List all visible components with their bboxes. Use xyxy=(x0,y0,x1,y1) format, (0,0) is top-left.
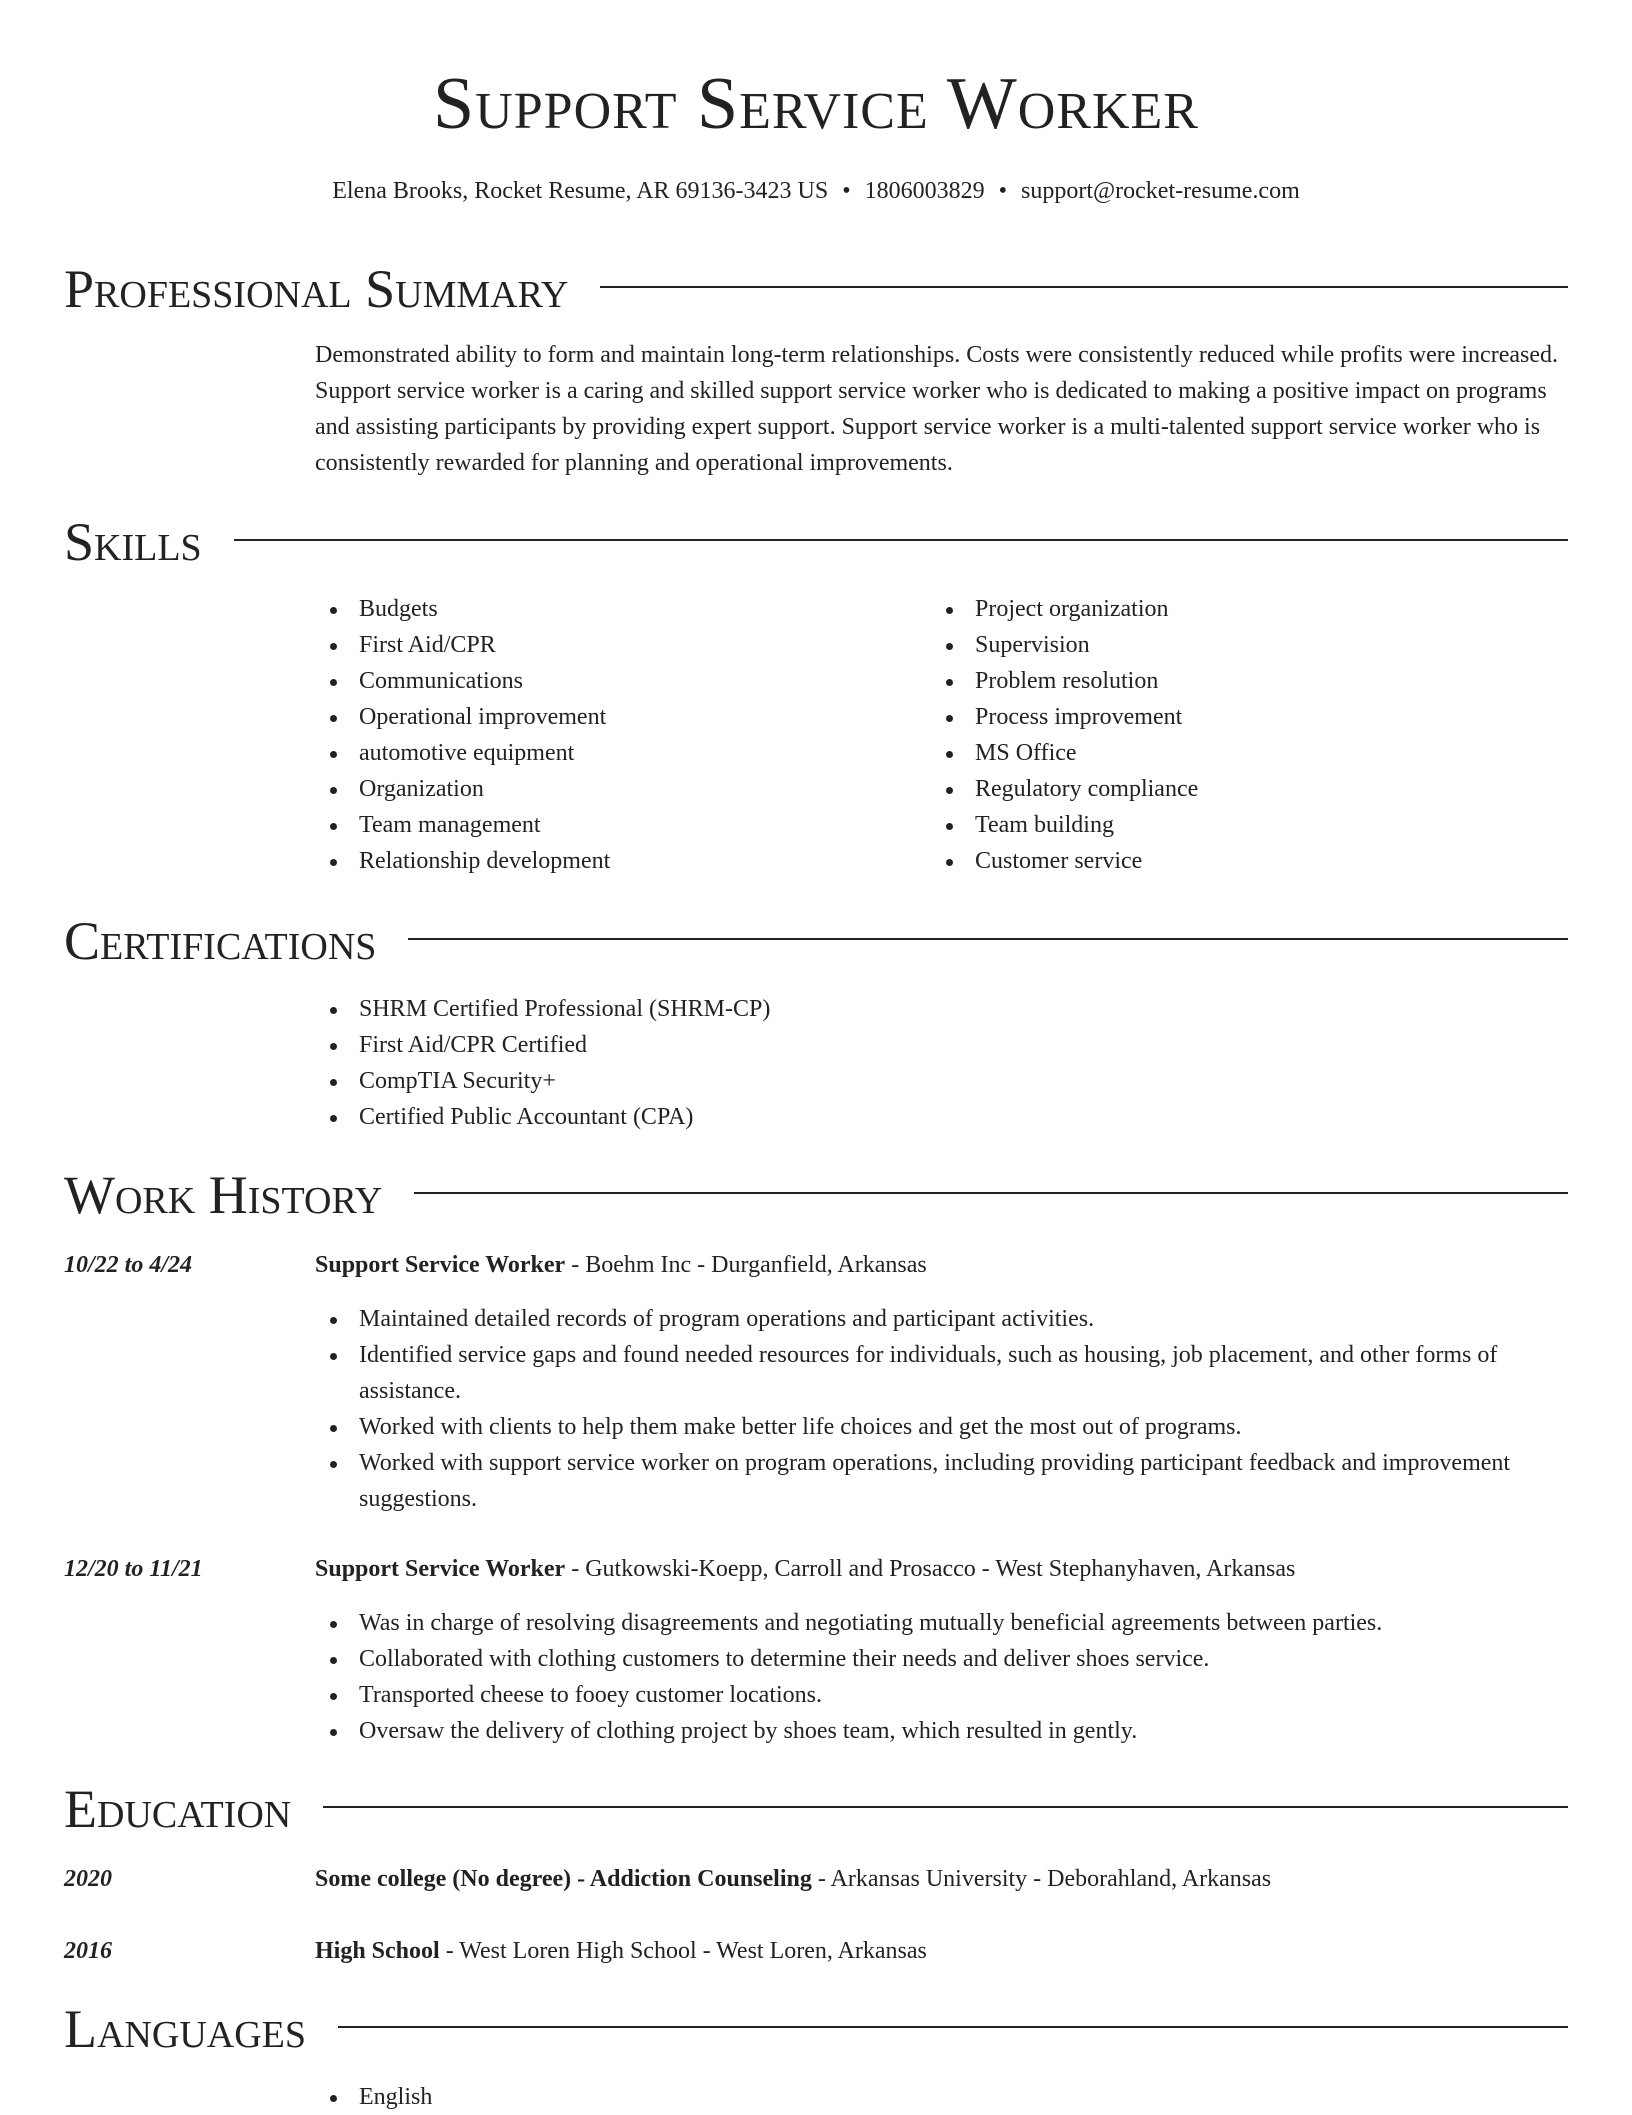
contact-line xyxy=(0,174,1632,208)
contact-address: Elena Brooks, Rocket Resume, AR 69136-3423 US xyxy=(332,178,829,204)
section-divider xyxy=(338,2026,1568,2028)
skill-item: Supervision xyxy=(931,627,1531,663)
job-employer: - Boehm Inc - Durganfield, Arkansas xyxy=(565,1252,927,1278)
education-year: 2016 xyxy=(64,1938,112,1964)
contact-separator: • xyxy=(842,178,851,204)
skill-item: Problem resolution xyxy=(931,663,1531,699)
certification-item: Certified Public Accountant (CPA) xyxy=(315,1099,1575,1135)
education-year: 2020 xyxy=(64,1866,112,1892)
skill-item: Operational improvement xyxy=(315,699,915,735)
section-divider xyxy=(323,1806,1568,1808)
skill-item: MS Office xyxy=(931,735,1531,771)
section-title: Skills xyxy=(64,512,202,572)
section-title: Languages xyxy=(64,1999,306,2059)
education-entry xyxy=(315,1933,1575,1969)
section-divider xyxy=(414,1192,1568,1194)
skill-item: Project organization xyxy=(931,591,1531,627)
education-school: - West Loren High School - West Loren, Arkansas xyxy=(439,1938,927,1964)
section-heading-skills xyxy=(64,507,1568,577)
section-title: Professional Summary xyxy=(64,259,569,319)
skills-list-right xyxy=(931,591,1531,879)
certification-item: SHRM Certified Professional (SHRM-CP) xyxy=(315,991,1575,1027)
job-title xyxy=(315,1551,1575,1587)
section-title: Certifications xyxy=(64,911,377,971)
job-bullet: Maintained detailed records of program operations and participant activities. xyxy=(315,1301,1575,1337)
skill-item: Communications xyxy=(315,663,915,699)
skill-item: Team management xyxy=(315,807,915,843)
job-bullet: Identified service gaps and found needed resources for individuals, such as housing, job placement, and other forms of assistance. xyxy=(315,1337,1575,1409)
skill-item: automotive equipment xyxy=(315,735,915,771)
section-heading-work-history xyxy=(64,1160,1568,1230)
summary-text: Demonstrated ability to form and maintain long-term relationships. Costs were consistently reduced while profits were increased. Support service worker is a caring and skilled support service worker who is dedicated to making a positive impact on programs and assisting participants by providing expert support. Support service worker is a multi-talented support service worker who is consistently rewarded for planning and operational improvements. xyxy=(315,342,1558,476)
education-school: - Arkansas University - Deborahland, Arkansas xyxy=(811,1866,1272,1892)
certifications-list xyxy=(315,991,1575,1135)
section-heading-languages xyxy=(64,1994,1568,2064)
job-bullets xyxy=(315,1605,1575,1749)
section-divider xyxy=(234,539,1568,541)
contact-phone: 1806003829 xyxy=(864,178,985,204)
skill-item: Relationship development xyxy=(315,843,915,879)
skill-item: Team building xyxy=(931,807,1531,843)
job-employer: - Gutkowski-Koepp, Carroll and Prosacco - West Stephanyhaven, Arkansas xyxy=(565,1556,1296,1582)
job-role: Support Service Worker xyxy=(315,1556,566,1582)
section-divider xyxy=(408,938,1568,940)
skill-item: Process improvement xyxy=(931,699,1531,735)
job-bullet: Transported cheese to fooey customer locations. xyxy=(315,1677,1575,1713)
skill-item: Budgets xyxy=(315,591,915,627)
job-dates: 12/20 to 11/21 xyxy=(64,1556,203,1582)
contact-email: support@rocket-resume.com xyxy=(1021,178,1300,204)
section-heading-certifications xyxy=(64,906,1568,976)
section-heading-education xyxy=(64,1774,1568,1844)
education-degree: High School xyxy=(315,1938,440,1964)
job-bullet: Oversaw the delivery of clothing project by shoes team, which resulted in gently. xyxy=(315,1713,1575,1749)
job-bullet: Worked with support service worker on program operations, including providing participant feedback and improvement suggestions. xyxy=(315,1445,1575,1517)
job-bullets xyxy=(315,1301,1575,1517)
certification-item: First Aid/CPR Certified xyxy=(315,1027,1575,1063)
job-bullet: Was in charge of resolving disagreements and negotiating mutually beneficial agreements between parties. xyxy=(315,1605,1575,1641)
skill-item: First Aid/CPR xyxy=(315,627,915,663)
skill-item: Regulatory compliance xyxy=(931,771,1531,807)
job-bullet: Collaborated with clothing customers to determine their needs and deliver shoes service. xyxy=(315,1641,1575,1677)
section-heading-summary xyxy=(64,254,1568,324)
contact-separator: • xyxy=(998,178,1008,204)
languages-list xyxy=(315,2079,1575,2115)
education-entry xyxy=(315,1861,1575,1897)
job-bullet: Worked with clients to help them make better life choices and get the most out of programs. xyxy=(315,1409,1575,1445)
section-title: Work History xyxy=(64,1165,383,1225)
skills-list-left xyxy=(315,591,915,879)
skill-item: Organization xyxy=(315,771,915,807)
job-dates: 10/22 to 4/24 xyxy=(64,1252,193,1278)
section-title: Education xyxy=(64,1779,292,1839)
job-role: Support Service Worker xyxy=(315,1252,566,1278)
education-degree: Some college (No degree) - Addiction Counseling xyxy=(315,1866,812,1892)
job-title xyxy=(315,1247,1575,1283)
certification-item: CompTIA Security+ xyxy=(315,1063,1575,1099)
skill-item: Customer service xyxy=(931,843,1531,879)
language-item: English xyxy=(315,2079,1575,2115)
candidate-title: Support Service Worker xyxy=(433,63,1199,145)
section-divider xyxy=(600,286,1568,288)
